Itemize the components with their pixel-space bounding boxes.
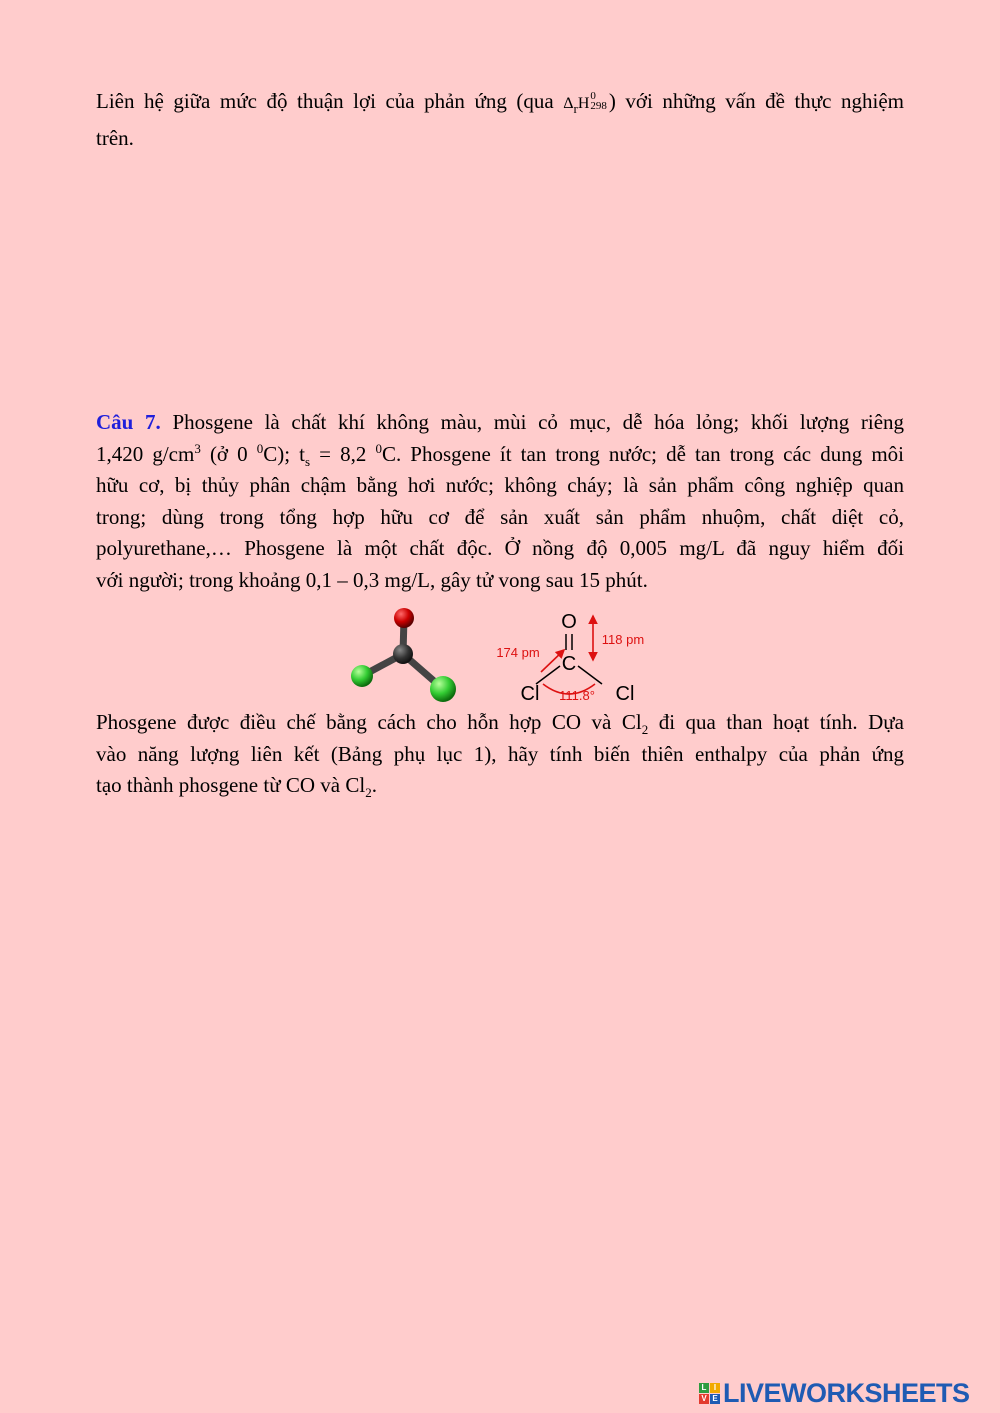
q7-line-6: với người; trong khoảng 0,1 – 0,3 mg/L, gây tử vong sau 15 phút. bbox=[96, 567, 648, 592]
chlorine-atom-left bbox=[351, 665, 373, 687]
bond-length-label-co: 118 pm bbox=[601, 632, 645, 647]
atom-o-label: O bbox=[561, 611, 577, 633]
structural-formula bbox=[496, 611, 644, 705]
single-bond-left bbox=[536, 666, 560, 684]
logo-text: LIVEWORKSHEETS bbox=[723, 1377, 970, 1408]
chlorine-atom-right bbox=[430, 676, 456, 702]
after-line-2: vào năng lượng liên kết (Bảng phụ lục 1), hãy tính biến thiên enthalpy của phản ứng bbox=[96, 741, 904, 766]
intro-paragraph bbox=[96, 84, 904, 155]
atom-c-label: C bbox=[561, 653, 577, 675]
intro-text-a: Liên hệ giữa mức độ thuận lợi của phản ứng (qua bbox=[96, 89, 564, 113]
density-unit-superscript: 3 bbox=[194, 440, 201, 456]
carbon-atom bbox=[393, 644, 413, 664]
atom-cl-right-label: Cl bbox=[615, 683, 635, 705]
logo-letter-e: E bbox=[710, 1394, 720, 1404]
intro-line-2: trên. bbox=[96, 126, 134, 150]
bond-length-arrow-ccl bbox=[541, 650, 564, 672]
q7-line-5: polyurethane,… Phosgene là một chất độc. Ở nồng độ 0,005 mg/L đã nguy hiểm đối bbox=[96, 536, 904, 560]
delta-subscript: r bbox=[573, 101, 578, 117]
enthalpy-subscript: 298 bbox=[590, 100, 607, 113]
liveworksheets-logo bbox=[699, 1378, 993, 1408]
after-line-1 bbox=[96, 707, 904, 739]
logo-letter-i: I bbox=[710, 1383, 720, 1393]
oxygen-atom bbox=[394, 608, 414, 628]
q7-text-1: Phosgene là chất khí không màu, mùi cỏ mục, dễ hóa lỏng; khối lượng riêng bbox=[172, 410, 905, 434]
cl2-subscript-2: 2 bbox=[365, 785, 372, 801]
logo-mark-icon bbox=[699, 1383, 720, 1404]
after-text-3a: tạo thành phosgene từ CO và Cl bbox=[96, 773, 366, 797]
q7-text-2a: 1,420 g/cm bbox=[96, 441, 195, 466]
bond-angle-label: 111.8° bbox=[559, 688, 595, 703]
after-text-3b: . bbox=[371, 773, 377, 797]
degree-superscript-2: 0 bbox=[375, 440, 382, 456]
q7-line-1 bbox=[96, 407, 904, 439]
phosgene-structure-figure bbox=[340, 604, 660, 706]
q7-line-4: trong; dùng trong tổng hợp hữu cơ để sản xuất sản phẩm nhuộm, chất diệt cỏ, bbox=[96, 504, 904, 529]
delta-symbol: Δ bbox=[563, 95, 574, 112]
ball-and-stick-model bbox=[351, 608, 456, 702]
intro-line-1 bbox=[96, 84, 904, 121]
enthalpy-superscript: 0 bbox=[590, 90, 596, 103]
logo-letter-l: L bbox=[699, 1383, 709, 1393]
degree-superscript-1: 0 bbox=[256, 440, 264, 456]
after-text-1b: đi qua than hoạt tính. Dựa bbox=[648, 710, 904, 734]
cl2-subscript-1: 2 bbox=[641, 722, 649, 738]
q7-line-3: hữu cơ, bị thủy phân chậm bằng hơi nước; không cháy; là sản phẩm công nghiệp quan bbox=[96, 473, 904, 497]
atom-cl-left-label: Cl bbox=[520, 683, 540, 705]
bond-length-label-ccl: 174 pm bbox=[496, 645, 540, 660]
after-line-3 bbox=[96, 770, 904, 802]
preparation-paragraph bbox=[96, 707, 904, 802]
q7-text-2e: C. Phosgene ít tan trong nước; dễ tan trong các dung môi bbox=[381, 441, 904, 466]
q7-text-2c: C); t bbox=[263, 441, 305, 466]
single-bond-right bbox=[578, 666, 602, 684]
boiling-subscript: s bbox=[305, 453, 311, 469]
q7-line-2 bbox=[96, 439, 904, 471]
after-text-1a: Phosgene được điều chế bằng cách cho hỗn hợp CO và Cl bbox=[96, 710, 642, 734]
enthalpy-symbol: H bbox=[577, 95, 590, 112]
phosgene-figure-svg bbox=[340, 604, 660, 706]
intro-text-b: ) với những vấn đề thực nghiệm bbox=[608, 89, 905, 113]
question-7-paragraph bbox=[96, 407, 904, 596]
q7-text-2b: (ở 0 bbox=[200, 441, 257, 466]
q7-text-2d: = 8,2 bbox=[310, 441, 376, 466]
enthalpy-indices bbox=[590, 91, 607, 111]
question-label: Câu 7. bbox=[96, 410, 161, 434]
logo-letter-v: V bbox=[699, 1394, 709, 1404]
